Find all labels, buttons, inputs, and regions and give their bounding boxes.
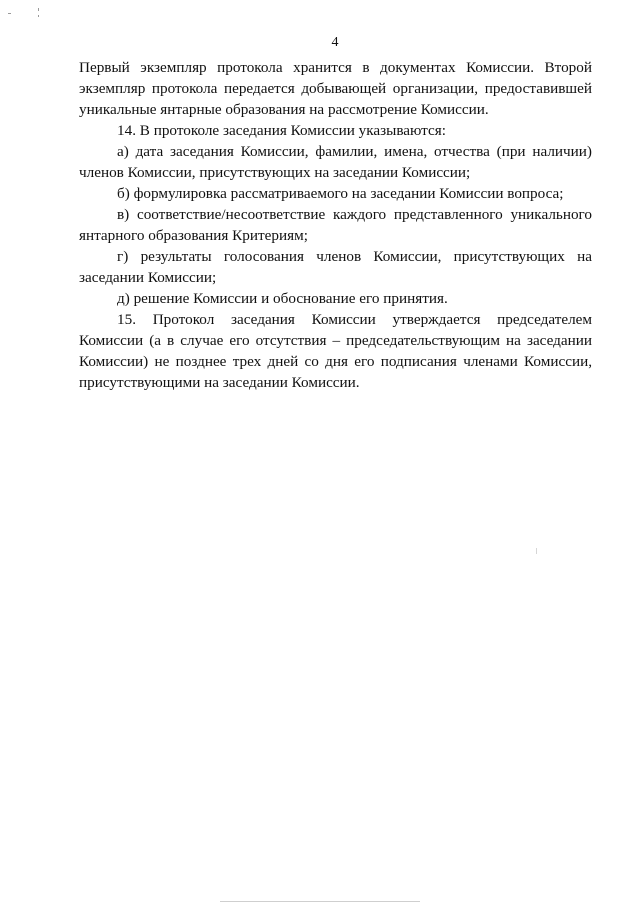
- scan-artifact: [8, 13, 11, 14]
- paragraph-item-14-a: а) дата заседания Комиссии, фамилии, имена, отчества (при наличии) членов Комиссии, присутствующих на заседании Комиссии;: [79, 143, 592, 181]
- document-body: [79, 57, 592, 393]
- paragraph-item-14-c: в) соответствие/несоответствие каждого представленного уникального янтарного образования Критериям;: [79, 206, 592, 244]
- paragraph-item-14-b: б) формулировка рассматриваемого на заседании Комиссии вопроса;: [117, 185, 564, 202]
- paragraph-protocol-copies: Первый экземпляр протокола хранится в документах Комиссии. Второй экземпляр протокола передается добывающей организации, предоставившей уникальные янтарные образования на рассмотрение Комиссии.: [79, 59, 592, 118]
- paragraph-item-14-d: г) результаты голосования членов Комиссии, присутствующих на заседании Комиссии;: [79, 248, 592, 286]
- page-number: 4: [331, 35, 339, 50]
- paragraph-item-15: 15. Протокол заседания Комиссии утверждается председателем Комиссии (а в случае его отсутствия – председательствующим на заседании Комиссии) не позднее трех дней со дня его подписания членами Комиссии, присутствующими на заседании Комиссии.: [79, 311, 592, 391]
- scan-artifact: [38, 15, 39, 17]
- paragraph-item-14-e: д) решение Комиссии и обоснование его принятия.: [117, 290, 448, 307]
- scan-artifact: [38, 8, 39, 11]
- scan-artifact: [536, 548, 537, 554]
- paragraph-item-14: 14. В протоколе заседания Комиссии указываются:: [117, 122, 446, 139]
- scan-edge-line: [220, 901, 420, 902]
